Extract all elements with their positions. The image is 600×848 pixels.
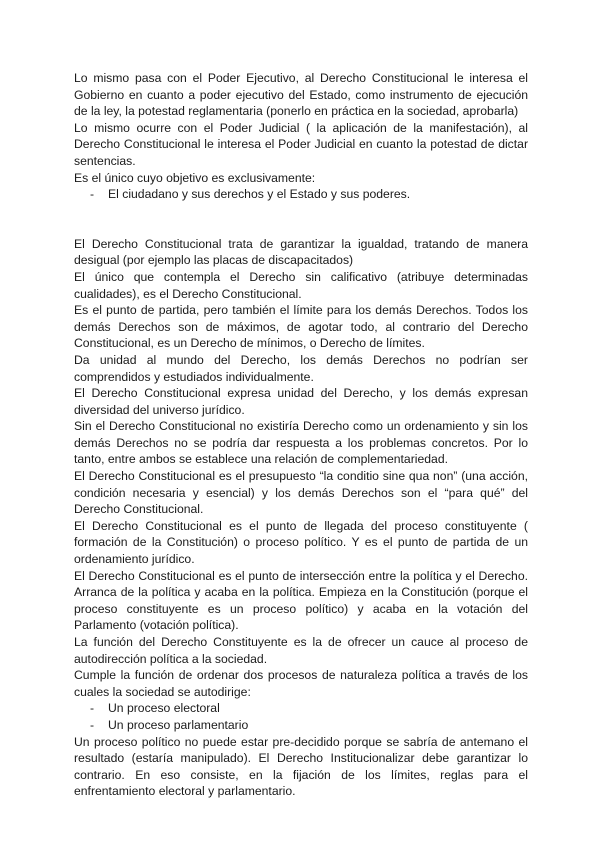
paragraph-funcion: La función del Derecho Constituyente es la de ofrecer un cauce al proceso de autodirección política a la sociedad. — [74, 635, 528, 666]
list-item-text: Un proceso electoral — [108, 701, 220, 716]
paragraph-sin-calificativo: El único que contempla el Derecho sin calificativo (atribuye determinadas cualidades), es el Derecho Constitucional. — [74, 269, 528, 301]
paragraph-procesos: Cumple la función de ordenar dos procesos de naturaleza política a través de los cuales la sociedad se autodirige: — [74, 668, 528, 699]
bullet-dash: - — [90, 701, 95, 716]
list-item — [74, 186, 528, 203]
paragraph-poder-judicial: Lo mismo ocurre con el Poder Judicial ( la aplicación de la manifestación), al Derecho Constitucional le interesa el Poder Judicial en cuanto la potestad de dictar sentencias. — [74, 120, 528, 168]
paragraph-diversidad: El Derecho Constitucional expresa unidad del Derecho, y los demás expresan diversidad del universo jurídico. — [74, 386, 528, 417]
paragraph-gap — [74, 203, 528, 236]
list-item-text: El ciudadano y sus derechos y el Estado y sus poderes. — [108, 187, 411, 202]
list-item — [74, 700, 528, 717]
list-item-text: Un proceso parlamentario — [108, 717, 249, 732]
paragraph-poder-ejecutivo: Lo mismo pasa con el Poder Ejecutivo, al Derecho Constitucional le interesa el Gobierno en cuanto a poder ejecutivo del Estado, como instrumento de ejecución de la ley, la potestad reglamentaria (ponerlo en práctica en la sociedad, aprobarla) — [74, 71, 528, 119]
document-page — [74, 70, 528, 800]
paragraph-igualdad: El Derecho Constitucional trata de garantizar la igualdad, tratando de manera desigual (por ejemplo las placas de discapacitados) — [74, 236, 528, 268]
paragraph-complementariedad: Sin el Derecho Constitucional no existiría Derecho como un ordenamiento y sin los demás Derechos no se podría dar respuesta a los problemas concretos. Por lo tanto, entre ambos se establece una relación de complementariedad. — [74, 419, 528, 467]
paragraph-unidad: Da unidad al mundo del Derecho, los demás Derechos no podrían ser comprendidos y estudiados individualmente. — [74, 352, 528, 384]
paragraph-presupuesto: El Derecho Constitucional es el presupuesto “la conditio sine qua non” (una acción, condición necesaria y esencial) y los demás Derechos son el “para qué” del Derecho Constitucional. — [74, 469, 528, 517]
paragraph-objetivo: Es el único cuyo objetivo es exclusivamente: — [74, 170, 316, 185]
bullet-dash: - — [90, 717, 95, 732]
paragraph-punto-de-partida: Es el punto de partida, pero también el límite para los demás Derechos. Todos los demás Derechos son de máximos, de agotar todo, al contrario del Derecho Constitucional, es un Derecho de mínimos, o Derecho de límites. — [74, 303, 528, 351]
paragraph-proceso-politico: Un proceso político no puede estar pre-decidido porque se sabría de antemano el resultado (estaría manipulado). El Derecho Institucionalizar debe garantizar lo contrario. En eso consiste, en la fijación de los límites, reglas para el enfrentamiento electoral y parlamentario. — [74, 734, 528, 799]
paragraph-punto-de-llegada: El Derecho Constitucional es el punto de llegada del proceso constituyente ( formación de la Constitución) o proceso político. Y es el punto de partida de un ordenamiento jurídico. — [74, 518, 528, 567]
paragraph-interseccion: El Derecho Constitucional es el punto de intersección entre la política y el Derecho. Arranca de la política y acaba en la política. Empieza en la Constitución (porque el proceso constituyente es un proceso político) y acaba en la votación del Parlamento (votación política). — [74, 568, 528, 633]
bullet-dash: - — [90, 187, 95, 202]
list-item — [74, 717, 528, 734]
